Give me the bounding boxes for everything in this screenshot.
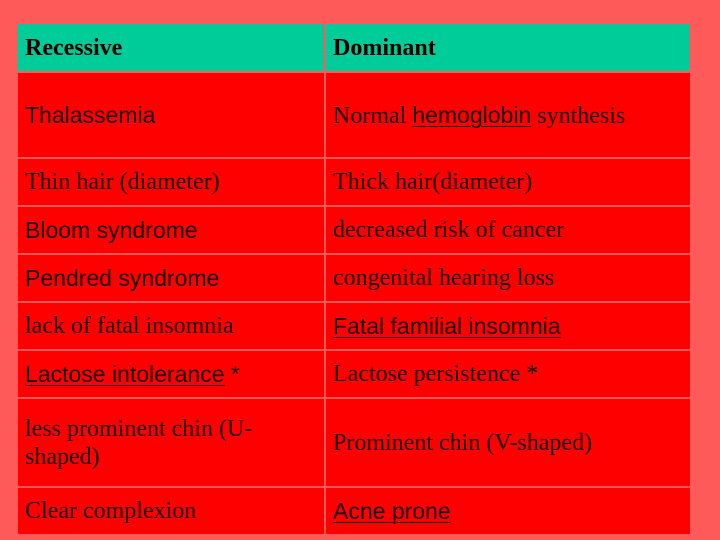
recessive-link[interactable]: Thalassemia <box>25 101 156 128</box>
dominant-cell <box>326 488 690 534</box>
recessive-cell <box>18 73 324 157</box>
traits-table <box>16 22 692 536</box>
table-row <box>18 207 690 253</box>
dominant-cell: decreased risk of cancer <box>326 207 690 253</box>
table-row <box>18 351 690 397</box>
dominant-cell: Thick hair(diameter) <box>326 159 690 205</box>
table-row <box>18 159 690 205</box>
table-row <box>18 73 690 157</box>
table-header-row <box>18 24 690 71</box>
dominant-text: Normal <box>333 102 413 129</box>
recessive-cell: less prominent chin (U-shaped) <box>18 399 324 486</box>
header-recessive: Recessive <box>18 24 324 71</box>
table-row <box>18 399 690 486</box>
table-row <box>18 255 690 301</box>
dominant-cell <box>326 303 690 349</box>
recessive-cell: Thin hair (diameter) <box>18 159 324 205</box>
acne-prone-link[interactable]: Acne prone <box>333 497 451 524</box>
dominant-cell: Prominent chin (V-shaped) <box>326 399 690 486</box>
dominant-cell: congenital hearing loss <box>326 255 690 301</box>
lactose-intolerance-link[interactable]: Lactose intolerance <box>25 360 225 387</box>
pendred-syndrome-link[interactable]: Pendred syndrome <box>25 264 220 291</box>
dominant-cell <box>326 73 690 157</box>
dominant-text-suffix: synthesis <box>531 102 626 129</box>
bloom-syndrome-link[interactable]: Bloom syndrome <box>25 216 198 243</box>
table-row <box>18 488 690 534</box>
dominant-cell: Lactose persistence * <box>326 351 690 397</box>
table-row <box>18 303 690 349</box>
recessive-cell <box>18 207 324 253</box>
recessive-cell: lack of fatal insomnia <box>18 303 324 349</box>
fatal-familial-insomnia-link[interactable]: Fatal familial insomnia <box>333 312 561 339</box>
recessive-cell: Clear complexion <box>18 488 324 534</box>
recessive-suffix: * <box>224 360 240 387</box>
recessive-cell <box>18 255 324 301</box>
recessive-cell <box>18 351 324 397</box>
hemoglobin-link[interactable]: hemoglobin <box>412 101 532 128</box>
header-dominant: Dominant <box>326 24 690 71</box>
